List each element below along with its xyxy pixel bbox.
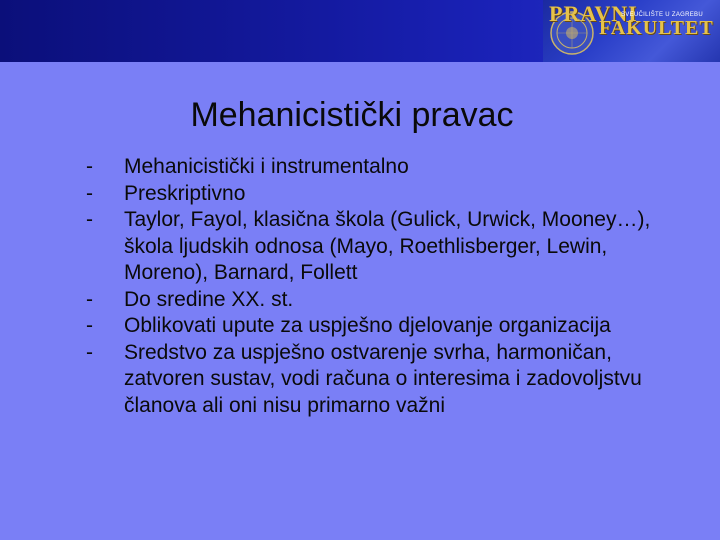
- logo-word-pravni: PRAVNI: [549, 1, 638, 26]
- bullet-item: [84, 154, 684, 181]
- bullet-marker: -: [86, 181, 93, 205]
- bullet-item: [84, 207, 684, 287]
- logo-university-label: SVEUČILIŠTE U ZAGREBU: [621, 12, 703, 18]
- faculty-logo: [543, 0, 720, 62]
- bullet-item: [84, 340, 684, 420]
- bullet-marker: -: [86, 314, 93, 337]
- logo-word-fakultet: FAKULTET: [599, 17, 714, 39]
- bullet-item: [84, 181, 684, 208]
- bullet-marker: -: [86, 340, 93, 364]
- bullet-text: Sredstvo za uspješno ostvarenje svrha, harmoničan, zatvoren sustav, vodi računa o interesima i zadovoljstvu članova ali oni nisu primarno važni: [124, 340, 642, 417]
- slide-title: Mehanicistički pravac: [190, 96, 514, 134]
- bullet-text: Taylor, Fayol, klasična škola (Gulick, Urwick, Mooney…), škola ljudskih odnosa (Mayo, Roethlisberger, Lewin, Moreno), Barnard, Follett: [124, 208, 651, 284]
- bullet-marker: -: [86, 155, 93, 178]
- bullet-marker: -: [86, 208, 93, 231]
- bullet-item: [84, 313, 684, 340]
- bullet-marker: -: [86, 287, 93, 311]
- bullet-text: Oblikovati upute za uspješno djelovanje organizacija: [124, 314, 611, 337]
- bullet-item: [84, 287, 684, 314]
- bullet-text: Do sredine XX. st.: [124, 287, 294, 311]
- bullet-list: [84, 154, 684, 419]
- bullet-text: Preskriptivno: [124, 181, 246, 205]
- bullet-text: Mehanicistički i instrumentalno: [124, 155, 409, 178]
